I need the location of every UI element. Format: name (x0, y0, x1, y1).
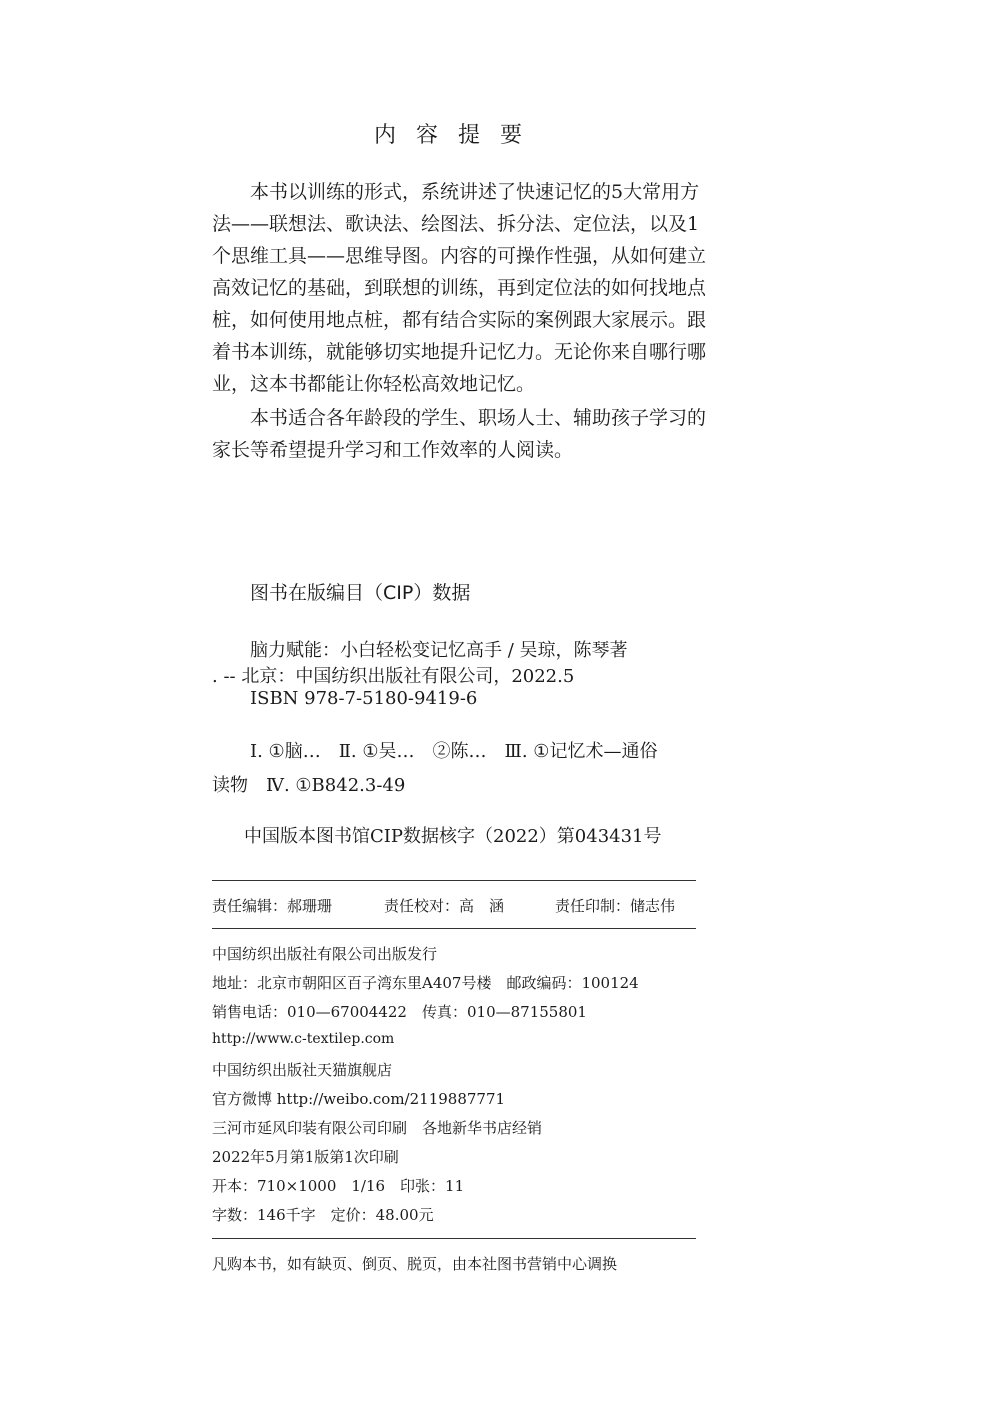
footer-note: 凡购本书，如有缺页、倒页、脱页，由本社图书营销中心调换 (212, 1255, 618, 1273)
divider-line (212, 928, 696, 929)
cip-heading: 图书在版编目（CIP）数据 (250, 582, 471, 604)
cip-isbn: ISBN 978-7-5180-9419-6 (250, 688, 478, 709)
summary-paragraph1-line: 个思维工具——思维导图。内容的可操作性强，从如何建立 (212, 245, 707, 267)
divider-line (212, 1238, 696, 1239)
credit-editor: 责任编辑：郝珊珊 (212, 897, 333, 915)
publisher-info-line: 销售电话：010—67004422 传真：010—87155801 (212, 1003, 587, 1021)
summary-paragraph2-line: 家长等希望提升学习和工作效率的人阅读。 (212, 439, 574, 461)
cip-verification-number: 中国版本图书馆CIP数据核字（2022）第043431号 (244, 826, 662, 847)
summary-paragraph1-line: 法——联想法、歌诀法、绘图法、拆分法、定位法，以及1 (212, 213, 700, 235)
credit-proofreader: 责任校对：高 涵 (384, 897, 505, 915)
cip-classification-line: 读物 Ⅳ. ①B842.3-49 (212, 775, 406, 796)
summary-paragraph1-line: 业，这本书都能让你轻松高效地记忆。 (212, 373, 536, 395)
summary-paragraph1-line: 高效记忆的基础，到联想的训练，再到定位法的如何找地点 (212, 277, 707, 299)
publisher-info-line: 三河市延风印装有限公司印刷 各地新华书店经销 (212, 1119, 543, 1137)
cip-entry-line: . -- 北京：中国纺织出版社有限公司，2022.5 (212, 666, 575, 687)
cip-classification-line: Ⅰ. ①脑… Ⅱ. ①吴… ②陈… Ⅲ. ①记忆术—通俗 (250, 741, 658, 762)
publisher-info-line: 中国纺织出版社天猫旗舰店 (212, 1061, 393, 1079)
summary-paragraph2-line: 本书适合各年龄段的学生、职场人士、辅助孩子学习的 (250, 407, 707, 429)
summary-title: 内容提要 (373, 123, 542, 148)
credit-printing-supervisor: 责任印制：储志伟 (555, 897, 676, 915)
publisher-info-line: 2022年5月第1版第1次印刷 (212, 1148, 399, 1166)
cip-entry-line: 脑力赋能：小白轻松变记忆高手 / 吴琼，陈琴著 (250, 640, 628, 661)
publisher-weibo: 官方微博 http://weibo.com/2119887771 (212, 1090, 506, 1108)
summary-paragraph1-line: 本书以训练的形式，系统讲述了快速记忆的5大常用方 (250, 181, 700, 203)
publisher-website: http://www.c-textilep.com (212, 1031, 395, 1047)
publisher-info-line: 地址：北京市朝阳区百子湾东里A407号楼 邮政编码：100124 (212, 974, 639, 992)
summary-paragraph1-line: 桩，如何使用地点桩，都有结合实际的案例跟大家展示。跟 (212, 309, 707, 331)
divider-line (212, 880, 696, 881)
summary-paragraph1-line: 着书本训练，就能够切实地提升记忆力。无论你来自哪行哪 (212, 341, 707, 363)
publisher-info-line: 开本：710×1000 1/16 印张：11 (212, 1177, 465, 1195)
publisher-info-line: 中国纺织出版社有限公司出版发行 (212, 945, 438, 963)
publisher-info-line: 字数：146千字 定价：48.00元 (212, 1206, 434, 1224)
